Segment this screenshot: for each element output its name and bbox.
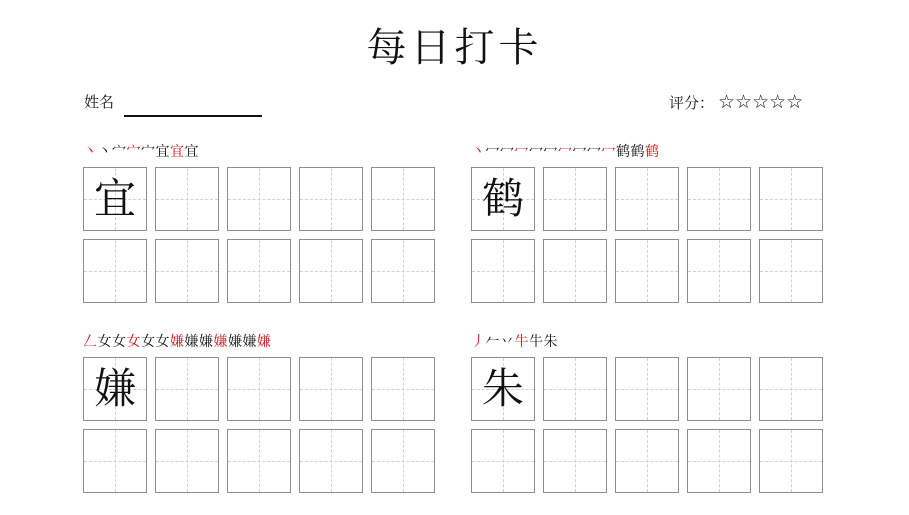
practice-cell[interactable] [299, 429, 363, 493]
stroke-order: 丶丶宀宀宀宜宜宜 [83, 144, 199, 160]
practice-cell[interactable] [759, 357, 823, 421]
practice-cell[interactable] [155, 357, 219, 421]
practice-cell[interactable] [615, 357, 679, 421]
practice-cell[interactable] [471, 239, 535, 303]
practice-cell[interactable] [155, 239, 219, 303]
model-character: 嫌 [93, 364, 136, 413]
score [669, 92, 803, 113]
practice-cell[interactable] [371, 429, 435, 493]
stroke-order: 丶冖冖冖冖冖冖冖冖冖鹤鹤鹤 [471, 144, 660, 160]
practice-cell[interactable] [155, 167, 219, 231]
practice-cell[interactable] [543, 429, 607, 493]
practice-cell[interactable] [83, 239, 147, 303]
practice-cell[interactable] [299, 239, 363, 303]
stroke-order: 𠃋女女女女女嫌嫌嫌嫌嫌嫌嫌 [83, 334, 272, 350]
rating-stars-icon[interactable]: ☆☆☆☆☆ [718, 91, 804, 113]
practice-cell[interactable] [615, 429, 679, 493]
practice-cell[interactable] [615, 167, 679, 231]
model-character: 宜 [93, 174, 136, 223]
practice-cell[interactable] [543, 167, 607, 231]
practice-cell[interactable] [543, 239, 607, 303]
name-input-line[interactable] [124, 115, 262, 117]
practice-cell[interactable] [83, 429, 147, 493]
practice-cell[interactable] [83, 167, 147, 231]
practice-cell[interactable] [615, 239, 679, 303]
practice-cell[interactable] [227, 357, 291, 421]
practice-cell[interactable] [687, 239, 751, 303]
practice-cell[interactable] [371, 239, 435, 303]
practice-cell[interactable] [687, 357, 751, 421]
practice-cell[interactable] [83, 357, 147, 421]
practice-cell[interactable] [371, 357, 435, 421]
practice-cell[interactable] [471, 357, 535, 421]
model-character: 鹤 [481, 174, 524, 223]
practice-cell[interactable] [299, 167, 363, 231]
practice-cell[interactable] [471, 429, 535, 493]
practice-cell[interactable] [371, 167, 435, 231]
stroke-order: 丿𠂉丷牛牛朱 [471, 334, 558, 350]
practice-cell[interactable] [543, 357, 607, 421]
practice-cell[interactable] [759, 239, 823, 303]
practice-cell[interactable] [299, 357, 363, 421]
score-label: 评分： [669, 94, 715, 112]
practice-cell[interactable] [227, 429, 291, 493]
practice-cell[interactable] [155, 429, 219, 493]
name-label: 姓名 [84, 93, 115, 111]
practice-cell[interactable] [687, 429, 751, 493]
practice-cell[interactable] [759, 167, 823, 231]
page-title: 每日打卡 [366, 25, 543, 71]
model-character: 朱 [481, 364, 524, 413]
practice-cell[interactable] [227, 167, 291, 231]
practice-cell[interactable] [471, 167, 535, 231]
practice-cell[interactable] [687, 167, 751, 231]
practice-cell[interactable] [227, 239, 291, 303]
practice-cell[interactable] [759, 429, 823, 493]
